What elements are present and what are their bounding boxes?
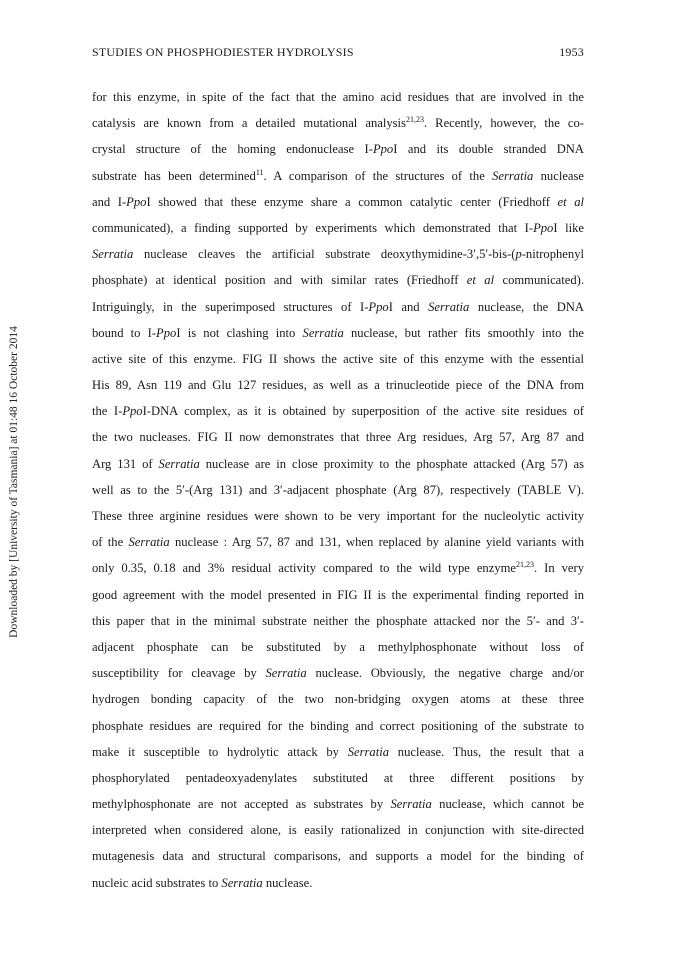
text-line [92, 555, 584, 581]
text-run: crystal structure of the homing endonuclease I- [92, 142, 373, 157]
text-run: communicated). [494, 273, 584, 288]
text-run: nucleic acid substrates to [92, 875, 222, 890]
text-run: substrate has been determined [92, 168, 256, 183]
text-line [92, 136, 584, 162]
text-line [92, 294, 584, 320]
text-run: nuclease cleaves the artificial substrate deoxythymidine-3′,5′-bis-( [133, 247, 516, 262]
text-run: nuclease, the DNA [469, 299, 584, 314]
italic-term: Ppo [533, 220, 554, 235]
text-line [92, 791, 584, 817]
download-watermark: Downloaded by [University of Tasmania] at 01:48 16 October 2014 [8, 326, 20, 638]
italic-term: p [515, 247, 522, 262]
italic-term: Serratia [302, 325, 344, 340]
text-line [92, 84, 584, 110]
text-run: phosphate residues are required for the binding and correct positioning of the substrate to [92, 718, 584, 733]
text-line [92, 398, 584, 424]
italic-term: Serratia [492, 168, 534, 183]
text-line [92, 267, 584, 293]
text-line [92, 817, 584, 843]
text-run: for this enzyme, in spite of the fact that the amino acid residues that are involved in the [92, 90, 584, 104]
text-run: nuclease. [262, 875, 313, 890]
text-run: nuclease, which cannot be [431, 797, 585, 812]
body-paragraph [92, 84, 584, 896]
text-line [92, 660, 584, 686]
text-line [92, 503, 584, 529]
text-line [92, 110, 584, 136]
text-run: hydrogen bonding capacity of the two non-bridging oxygen atoms at these three [92, 692, 584, 707]
italic-term: Serratia [221, 875, 263, 890]
text-run: nuclease. Obviously, the negative charge and/or [306, 666, 584, 681]
text-line [92, 451, 584, 477]
text-run: make it susceptible to hydrolytic attack by [92, 744, 348, 759]
text-run: this paper that in the minimal substrate neither the phosphate attacked nor the 5′- and 3′- [92, 613, 584, 628]
italic-term: Serratia [390, 797, 432, 812]
text-run: I and its double stranded DNA [393, 142, 584, 157]
text-run: active site of this enzyme. FIG II shows the active site of this enzyme with the essential [92, 351, 584, 366]
text-line [92, 346, 584, 372]
text-run: nuclease. Thus, the result that a [389, 744, 584, 759]
italic-term: Ppo [126, 194, 147, 209]
text-run: Intriguingly, in the superimposed structures of I- [92, 299, 369, 314]
text-run: . Recently, however, the co- [423, 116, 584, 131]
text-line [92, 634, 584, 660]
text-run: adjacent phosphate can be substituted by a methylphosphonate without loss of [92, 639, 584, 654]
italic-term: Serratia [428, 299, 470, 314]
italic-term: et al [466, 273, 495, 288]
text-run: communicated), a finding supported by experiments which demonstrated that I- [92, 220, 534, 235]
text-run: and I- [92, 194, 127, 209]
text-run: mutagenesis data and structural comparisons, and supports a model for the binding of [92, 849, 584, 864]
text-line [92, 320, 584, 346]
text-line [92, 608, 584, 634]
text-run: susceptibility for cleavage by [92, 666, 266, 681]
italic-term: Ppo [122, 404, 143, 419]
page-number: 1953 [559, 45, 584, 59]
text-run: I and [388, 299, 429, 314]
text-run: I like [553, 220, 584, 235]
italic-term: Ppo [156, 325, 177, 340]
italic-term: Ppo [368, 299, 389, 314]
text-line [92, 424, 584, 450]
text-run: These three arginine residues were shown to be very important for the nucleolytic activity [92, 509, 584, 523]
italic-term: Serratia [347, 744, 390, 759]
text-line [92, 529, 584, 555]
citation-superscript: 21,23 [405, 115, 424, 125]
text-line [92, 870, 584, 896]
text-line [92, 163, 584, 189]
text-run: phosphorylated pentadeoxyadenylates substituted at three different positions by [92, 770, 584, 785]
italic-term: Serratia [128, 535, 170, 550]
text-run: bound to I- [92, 325, 157, 340]
text-run: the I- [92, 404, 123, 419]
text-line [92, 765, 584, 791]
text-run: I is not clashing into [176, 325, 303, 340]
text-line [92, 739, 584, 765]
text-run: catalysis are known from a detailed mutational analysis [92, 116, 406, 131]
italic-term: Serratia [158, 456, 200, 471]
running-title: STUDIES ON PHOSPHODIESTER HYDROLYSIS [92, 45, 354, 59]
citation-superscript: 11 [255, 167, 264, 177]
text-run: good agreement with the model presented in FIG II is the experimental finding reported in [92, 587, 584, 602]
text-run: I showed that these enzyme share a common catalytic center (Friedhoff [146, 194, 558, 209]
text-run: nuclease, but rather fits smoothly into the [343, 325, 584, 340]
text-line [92, 477, 584, 503]
text-run: nuclease [533, 168, 584, 183]
text-line [92, 189, 584, 215]
text-line [92, 241, 584, 267]
text-line [92, 713, 584, 739]
text-line [92, 372, 584, 398]
text-line [92, 215, 584, 241]
italic-term: Ppo [372, 142, 394, 157]
text-run: phosphate) at identical position and with similar rates (Friedhoff [92, 273, 467, 288]
text-run: nuclease are in close proximity to the phosphate attacked (Arg 57) as [199, 456, 584, 471]
text-run: of the [92, 535, 129, 550]
text-line [92, 686, 584, 712]
text-run: interpreted when considered alone, is easily rationalized in conjunction with site-directed [92, 823, 584, 838]
text-line [92, 843, 584, 869]
text-run: nuclease : Arg 57, 87 and 131, when replaced by alanine yield variants with [169, 535, 584, 550]
text-run: . A comparison of the structures of the [263, 168, 493, 183]
text-line [92, 582, 584, 608]
text-run: . In very [534, 561, 584, 576]
text-run: only 0.35, 0.18 and 3% residual activity compared to the wild type enzyme [92, 561, 517, 576]
italic-term: Serratia [92, 247, 134, 262]
italic-term: Serratia [265, 666, 307, 681]
italic-term: et al [557, 194, 584, 209]
citation-superscript: 21,23 [516, 560, 535, 570]
text-run: the two nucleases. FIG II now demonstrates that three Arg residues, Arg 57, Arg 87 and [92, 430, 584, 445]
text-run: I-DNA complex, as it is obtained by superposition of the active site residues of [142, 404, 584, 419]
text-run: well as to the 5′-(Arg 131) and 3′-adjacent phosphate (Arg 87), respectively (TABLE V). [92, 482, 584, 497]
text-run: methylphosphonate are not accepted as substrates by [92, 797, 391, 812]
text-run: -nitrophenyl [521, 247, 584, 262]
text-run: His 89, Asn 119 and Glu 127 residues, as well as a trinucleotide piece of the DNA from [92, 378, 584, 393]
text-run: Arg 131 of [92, 456, 159, 471]
